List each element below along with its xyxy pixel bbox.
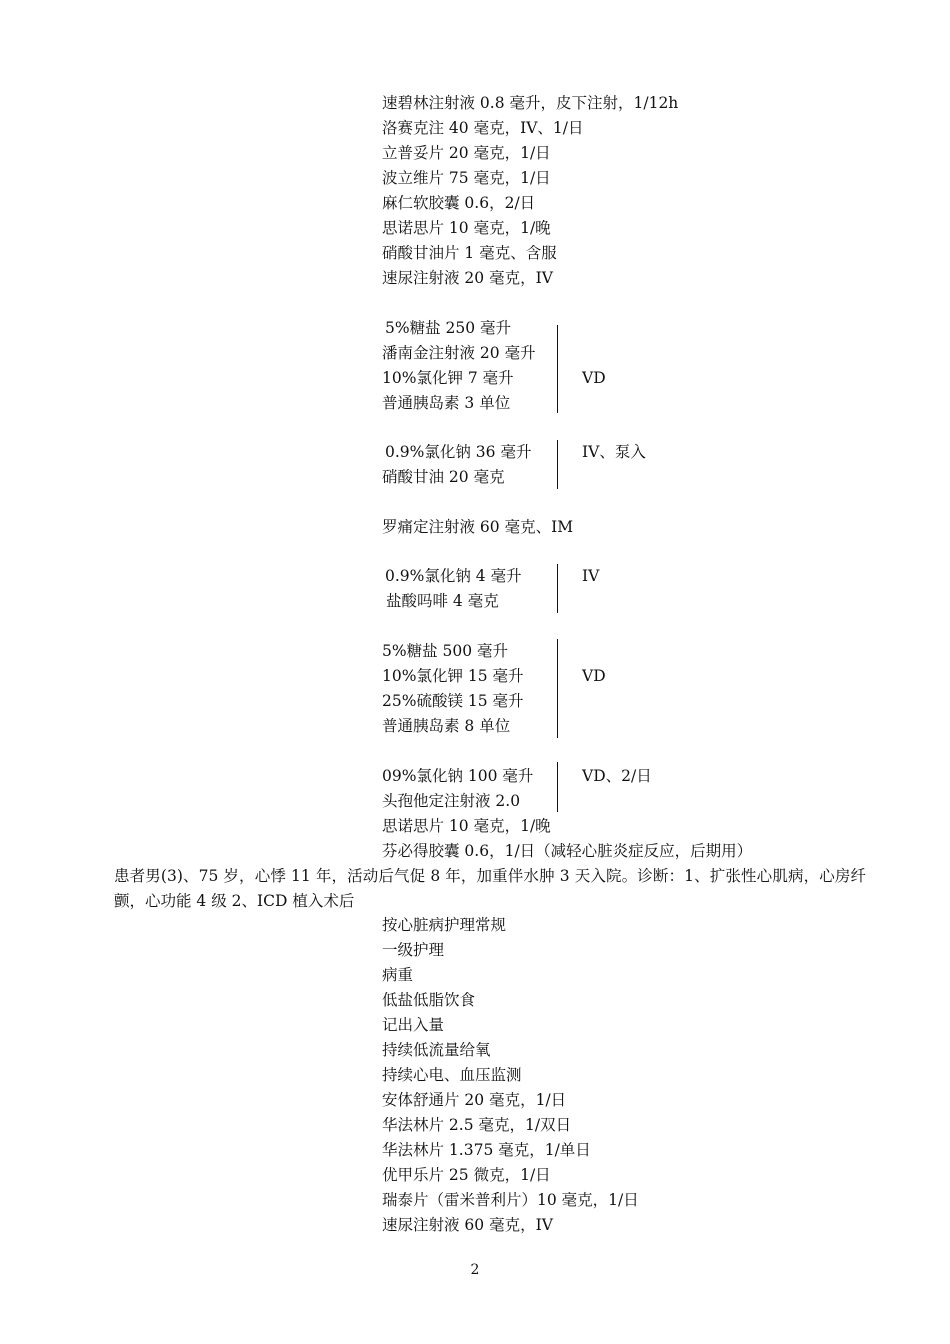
infusion-item: 普通胰岛素 3 单位 <box>382 394 511 412</box>
group-bracket <box>557 639 558 738</box>
infusion-item: 5%糖盐 250 毫升 <box>385 319 512 337</box>
order-line: 速碧林注射液 0.8 毫升，皮下注射，1/12h <box>382 94 679 112</box>
infusion-item: 头孢他定注射液 2.0 <box>382 792 521 810</box>
infusion-item: 25%硫酸镁 15 毫升 <box>382 692 524 710</box>
infusion-item: 10%氯化钾 7 毫升 <box>382 369 514 387</box>
page-number: 2 <box>470 1262 480 1278</box>
order-line: 麻仁软胶囊 0.6，2/日 <box>382 194 536 212</box>
order-line: 速尿注射液 60 毫克，IV <box>382 1216 553 1234</box>
order-line: 立普妥片 20 毫克，1/日 <box>382 144 551 162</box>
infusion-item: 0.9%氯化钠 36 毫升 <box>385 443 532 461</box>
order-line: 安体舒通片 20 毫克，1/日 <box>382 1091 567 1109</box>
order-line: 持续低流量给氧 <box>382 1041 491 1059</box>
order-line: 洛赛克注 40 毫克，IV、1/日 <box>382 119 584 137</box>
infusion-item: 5%糖盐 500 毫升 <box>382 642 509 660</box>
infusion-item: 10%氯化钾 15 毫升 <box>382 667 524 685</box>
order-line: 低盐低脂饮食 <box>382 991 476 1009</box>
group-bracket <box>557 564 558 613</box>
order-line: 思诺思片 10 毫克，1/晚 <box>382 817 551 835</box>
order-line: 一级护理 <box>382 941 445 959</box>
order-line: 波立维片 75 毫克，1/日 <box>382 169 551 187</box>
group-bracket <box>557 440 558 489</box>
order-line: 瑞泰片（雷米普利片）10 毫克，1/日 <box>382 1191 639 1209</box>
order-line: 优甲乐片 25 微克，1/日 <box>382 1166 551 1184</box>
infusion-item: 硝酸甘油 20 毫克 <box>382 468 505 486</box>
route-label: VD <box>582 369 606 387</box>
group-bracket <box>557 762 558 812</box>
case-paragraph: 患者男(3)、75 岁，心悸 11 年，活动后气促 8 年，加重伴水肿 3 天入院。诊断：1、扩张性心肌病，心房纤颤，心功能 4 级 2、ICD 植入术后 <box>114 867 866 910</box>
order-line: 病重 <box>382 966 414 984</box>
infusion-item: 0.9%氯化钠 4 毫升 <box>385 567 522 585</box>
route-label: VD <box>582 667 606 685</box>
route-label: IV、泵入 <box>582 443 646 461</box>
group-bracket <box>557 325 558 413</box>
infusion-item: 普通胰岛素 8 单位 <box>382 717 511 735</box>
route-label: IV <box>582 567 600 585</box>
order-line: 硝酸甘油片 1 毫克、含服 <box>382 244 557 262</box>
order-line: 华法林片 2.5 毫克，1/双日 <box>382 1116 572 1134</box>
infusion-item: 09%氯化钠 100 毫升 <box>382 767 534 785</box>
infusion-item: 盐酸吗啡 4 毫克 <box>386 592 499 610</box>
order-line: 芬必得胶囊 0.6，1/日（减轻心脏炎症反应，后期用） <box>382 842 753 860</box>
order-line: 思诺思片 10 毫克，1/晚 <box>382 219 551 237</box>
order-line: 记出入量 <box>382 1016 445 1034</box>
route-label: VD、2/日 <box>582 767 652 785</box>
order-line: 速尿注射液 20 毫克，IV <box>382 269 553 287</box>
order-line: 持续心电、血压监测 <box>382 1066 522 1084</box>
order-line: 按心脏病护理常规 <box>382 916 507 934</box>
order-line: 华法林片 1.375 毫克，1/单日 <box>382 1141 591 1159</box>
order-line: 罗痛定注射液 60 毫克、IM <box>382 518 574 536</box>
infusion-item: 潘南金注射液 20 毫升 <box>382 344 536 362</box>
